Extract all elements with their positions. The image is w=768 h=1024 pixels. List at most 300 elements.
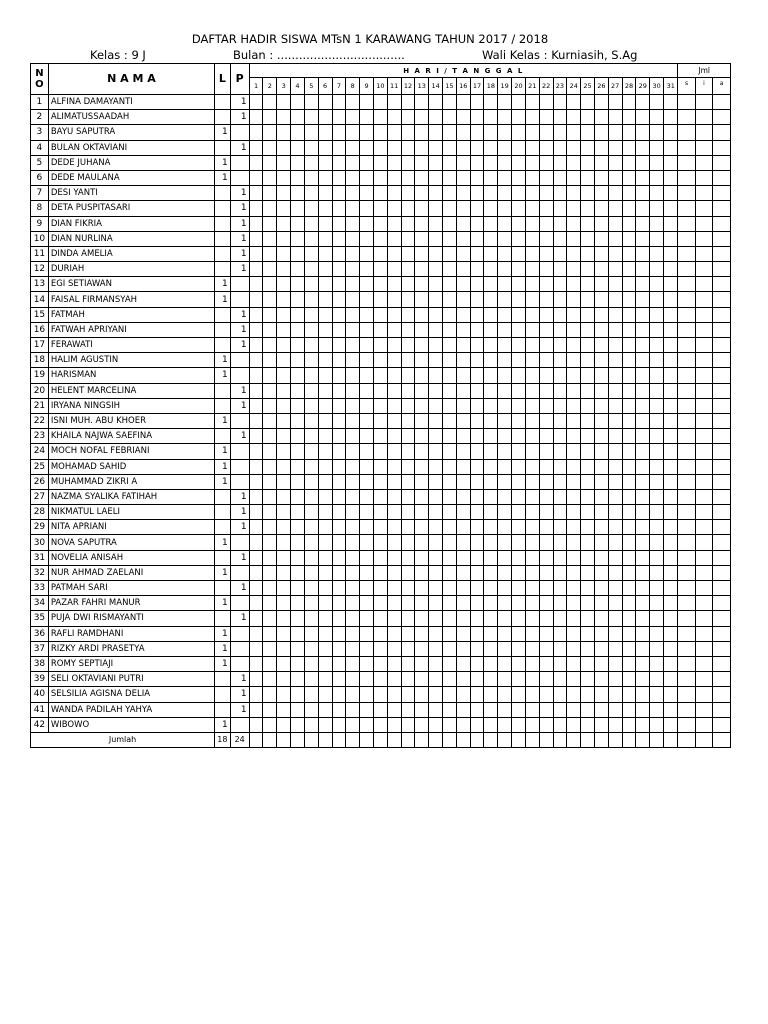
attendance-cell: [664, 565, 678, 580]
attendance-cell: [567, 383, 581, 398]
attendance-cell: [346, 489, 360, 504]
attendance-cell: [291, 155, 305, 170]
attendance-cell: [581, 383, 595, 398]
attendance-cell: [401, 702, 415, 717]
attendance-cell: [695, 626, 712, 641]
attendance-cell: [304, 474, 318, 489]
attendance-cell: [581, 429, 595, 444]
student-l: 1: [215, 155, 231, 170]
attendance-cell: [429, 231, 443, 246]
attendance-cell: [346, 656, 360, 671]
student-name: BULAN OKTAVIANI: [48, 140, 214, 155]
student-no: 20: [31, 383, 49, 398]
attendance-cell: [498, 292, 512, 307]
attendance-cell: [498, 429, 512, 444]
attendance-cell: [387, 429, 401, 444]
attendance-cell: [636, 231, 650, 246]
attendance-cell: [332, 216, 346, 231]
attendance-cell: [581, 125, 595, 140]
attendance-cell: [581, 277, 595, 292]
attendance-cell: [553, 656, 567, 671]
attendance-cell: [525, 626, 539, 641]
attendance-cell: [291, 262, 305, 277]
student-name: FATMAH: [48, 307, 214, 322]
attendance-cell: [539, 398, 553, 413]
student-p: 1: [230, 262, 249, 277]
attendance-cell: [622, 732, 636, 747]
attendance-cell: [636, 322, 650, 337]
attendance-cell: [525, 444, 539, 459]
attendance-cell: [470, 611, 484, 626]
attendance-cell: [636, 505, 650, 520]
student-l: 1: [215, 641, 231, 656]
attendance-cell: [581, 459, 595, 474]
attendance-cell: [484, 459, 498, 474]
attendance-cell: [608, 186, 622, 201]
attendance-cell: [291, 717, 305, 732]
attendance-cell: [360, 459, 374, 474]
attendance-cell: [291, 611, 305, 626]
student-row: [31, 353, 731, 368]
student-name: PUJA DWI RISMAYANTI: [48, 611, 214, 626]
attendance-cell: [650, 444, 664, 459]
attendance-cell: [484, 292, 498, 307]
attendance-cell: [498, 459, 512, 474]
attendance-cell: [498, 398, 512, 413]
attendance-cell: [332, 292, 346, 307]
attendance-cell: [360, 125, 374, 140]
attendance-cell: [304, 140, 318, 155]
attendance-cell: [373, 125, 387, 140]
student-l: [215, 429, 231, 444]
attendance-cell: [360, 246, 374, 261]
attendance-cell: [387, 732, 401, 747]
attendance-cell: [415, 581, 429, 596]
attendance-cell: [608, 535, 622, 550]
attendance-cell: [498, 444, 512, 459]
attendance-cell: [249, 262, 263, 277]
attendance-cell: [415, 656, 429, 671]
attendance-cell: [594, 565, 608, 580]
student-no: 28: [31, 505, 49, 520]
student-name: RAFLI RAMDHANI: [48, 626, 214, 641]
attendance-cell: [429, 155, 443, 170]
attendance-cell: [456, 505, 470, 520]
attendance-cell: [470, 672, 484, 687]
attendance-cell: [277, 626, 291, 641]
attendance-cell: [622, 338, 636, 353]
attendance-cell: [360, 140, 374, 155]
attendance-cell: [553, 125, 567, 140]
attendance-cell: [525, 398, 539, 413]
student-p: 1: [230, 520, 249, 535]
student-l: 1: [215, 170, 231, 185]
attendance-cell: [539, 550, 553, 565]
attendance-cell: [678, 413, 695, 428]
attendance-cell: [373, 429, 387, 444]
student-no: 31: [31, 550, 49, 565]
attendance-cell: [387, 216, 401, 231]
attendance-cell: [512, 413, 526, 428]
attendance-cell: [387, 459, 401, 474]
student-name: FAISAL FIRMANSYAH: [48, 292, 214, 307]
attendance-cell: [525, 170, 539, 185]
attendance-cell: [678, 717, 695, 732]
attendance-cell: [525, 717, 539, 732]
attendance-cell: [678, 322, 695, 337]
attendance-cell: [277, 413, 291, 428]
attendance-cell: [470, 140, 484, 155]
attendance-cell: [318, 732, 332, 747]
attendance-cell: [664, 489, 678, 504]
attendance-cell: [664, 717, 678, 732]
attendance-cell: [567, 201, 581, 216]
attendance-cell: [470, 186, 484, 201]
attendance-cell: [373, 383, 387, 398]
attendance-cell: [567, 368, 581, 383]
attendance-cell: [291, 398, 305, 413]
attendance-cell: [401, 292, 415, 307]
attendance-cell: [567, 444, 581, 459]
attendance-cell: [581, 656, 595, 671]
student-name: DEDE MAULANA: [48, 170, 214, 185]
attendance-cell: [332, 277, 346, 292]
attendance-cell: [622, 95, 636, 110]
attendance-cell: [277, 125, 291, 140]
attendance-cell: [415, 505, 429, 520]
attendance-cell: [650, 186, 664, 201]
attendance-cell: [636, 596, 650, 611]
attendance-cell: [373, 231, 387, 246]
attendance-cell: [664, 201, 678, 216]
attendance-cell: [277, 292, 291, 307]
attendance-cell: [415, 732, 429, 747]
attendance-cell: [277, 596, 291, 611]
attendance-cell: [553, 216, 567, 231]
header-no-bottom: O: [35, 79, 44, 90]
attendance-cell: [456, 125, 470, 140]
attendance-cell: [594, 95, 608, 110]
attendance-cell: [318, 413, 332, 428]
attendance-cell: [346, 611, 360, 626]
attendance-cell: [443, 641, 457, 656]
attendance-cell: [456, 353, 470, 368]
student-name: NITA APRIANI: [48, 520, 214, 535]
attendance-cell: [539, 702, 553, 717]
attendance-cell: [291, 520, 305, 535]
attendance-cell: [484, 140, 498, 155]
attendance-cell: [401, 170, 415, 185]
attendance-cell: [387, 140, 401, 155]
attendance-cell: [249, 444, 263, 459]
attendance-cell: [443, 444, 457, 459]
attendance-cell: [713, 474, 731, 489]
student-l: 1: [215, 535, 231, 550]
attendance-cell: [332, 656, 346, 671]
attendance-cell: [581, 186, 595, 201]
attendance-cell: [498, 717, 512, 732]
day-header: 2: [263, 78, 277, 95]
attendance-cell: [695, 474, 712, 489]
student-no: 34: [31, 596, 49, 611]
attendance-cell: [291, 277, 305, 292]
attendance-cell: [291, 170, 305, 185]
student-l: [215, 262, 231, 277]
attendance-cell: [443, 489, 457, 504]
student-l: [215, 702, 231, 717]
attendance-cell: [263, 717, 277, 732]
student-p: 1: [230, 322, 249, 337]
attendance-cell: [263, 596, 277, 611]
attendance-cell: [470, 231, 484, 246]
attendance-cell: [636, 246, 650, 261]
attendance-cell: [387, 125, 401, 140]
student-p: [230, 641, 249, 656]
attendance-cell: [594, 338, 608, 353]
attendance-cell: [664, 368, 678, 383]
attendance-cell: [470, 732, 484, 747]
attendance-cell: [443, 398, 457, 413]
day-header: 27: [608, 78, 622, 95]
attendance-cell: [470, 110, 484, 125]
attendance-cell: [373, 550, 387, 565]
attendance-cell: [318, 717, 332, 732]
student-name: ALFINA DAMAYANTI: [48, 95, 214, 110]
attendance-cell: [360, 717, 374, 732]
attendance-cell: [608, 246, 622, 261]
attendance-cell: [608, 95, 622, 110]
attendance-cell: [360, 307, 374, 322]
attendance-cell: [346, 702, 360, 717]
attendance-cell: [512, 732, 526, 747]
attendance-cell: [456, 170, 470, 185]
attendance-cell: [525, 155, 539, 170]
attendance-cell: [650, 246, 664, 261]
attendance-cell: [525, 353, 539, 368]
attendance-cell: [277, 717, 291, 732]
attendance-cell: [622, 368, 636, 383]
attendance-cell: [401, 155, 415, 170]
attendance-cell: [401, 732, 415, 747]
attendance-cell: [318, 110, 332, 125]
attendance-cell: [594, 186, 608, 201]
attendance-cell: [539, 201, 553, 216]
attendance-cell: [470, 368, 484, 383]
attendance-cell: [429, 186, 443, 201]
attendance-cell: [539, 292, 553, 307]
attendance-cell: [318, 535, 332, 550]
attendance-cell: [249, 581, 263, 596]
attendance-cell: [650, 170, 664, 185]
attendance-cell: [636, 368, 650, 383]
attendance-cell: [304, 277, 318, 292]
attendance-cell: [470, 277, 484, 292]
attendance-cell: [443, 277, 457, 292]
attendance-cell: [346, 216, 360, 231]
attendance-cell: [346, 550, 360, 565]
attendance-cell: [678, 656, 695, 671]
attendance-cell: [695, 140, 712, 155]
student-name: PAZAR FAHRI MANUR: [48, 596, 214, 611]
attendance-cell: [318, 444, 332, 459]
attendance-cell: [567, 338, 581, 353]
attendance-cell: [650, 520, 664, 535]
attendance-cell: [346, 474, 360, 489]
attendance-cell: [277, 338, 291, 353]
attendance-cell: [539, 110, 553, 125]
attendance-cell: [713, 307, 731, 322]
attendance-cell: [456, 231, 470, 246]
header-hari-tanggal: H A R I / T A N G G A L: [249, 64, 678, 78]
attendance-cell: [429, 277, 443, 292]
attendance-cell: [512, 489, 526, 504]
attendance-cell: [695, 672, 712, 687]
attendance-cell: [608, 717, 622, 732]
attendance-cell: [429, 505, 443, 520]
student-row: [31, 596, 731, 611]
attendance-cell: [695, 535, 712, 550]
attendance-cell: [387, 155, 401, 170]
student-no: 41: [31, 702, 49, 717]
attendance-cell: [678, 611, 695, 626]
attendance-cell: [581, 581, 595, 596]
attendance-cell: [678, 565, 695, 580]
attendance-cell: [678, 626, 695, 641]
attendance-cell: [581, 641, 595, 656]
attendance-cell: [360, 110, 374, 125]
attendance-cell: [695, 444, 712, 459]
attendance-cell: [636, 125, 650, 140]
student-l: [215, 687, 231, 702]
attendance-cell: [553, 231, 567, 246]
student-l: 1: [215, 626, 231, 641]
student-l: [215, 550, 231, 565]
attendance-cell: [456, 626, 470, 641]
attendance-cell: [277, 246, 291, 261]
attendance-cell: [429, 322, 443, 337]
attendance-cell: [470, 262, 484, 277]
attendance-cell: [581, 672, 595, 687]
attendance-cell: [553, 672, 567, 687]
attendance-cell: [581, 626, 595, 641]
attendance-cell: [695, 368, 712, 383]
attendance-cell: [622, 125, 636, 140]
attendance-cell: [695, 489, 712, 504]
attendance-cell: [443, 459, 457, 474]
attendance-cell: [387, 246, 401, 261]
student-name: FATWAH APRIYANI: [48, 322, 214, 337]
attendance-cell: [650, 140, 664, 155]
attendance-cell: [713, 581, 731, 596]
attendance-cell: [263, 535, 277, 550]
attendance-cell: [401, 307, 415, 322]
attendance-cell: [360, 201, 374, 216]
attendance-cell: [332, 231, 346, 246]
attendance-cell: [498, 626, 512, 641]
attendance-cell: [401, 581, 415, 596]
attendance-cell: [713, 368, 731, 383]
student-no: 35: [31, 611, 49, 626]
attendance-cell: [360, 95, 374, 110]
attendance-cell: [650, 368, 664, 383]
header-p: P: [230, 64, 249, 95]
attendance-cell: [512, 292, 526, 307]
student-name: DESI YANTI: [48, 186, 214, 201]
attendance-cell: [594, 687, 608, 702]
student-name: SELI OKTAVIANI PUTRI: [48, 672, 214, 687]
attendance-cell: [415, 353, 429, 368]
attendance-cell: [360, 216, 374, 231]
attendance-cell: [512, 672, 526, 687]
attendance-cell: [650, 626, 664, 641]
student-l: [215, 489, 231, 504]
attendance-cell: [332, 338, 346, 353]
wali-kelas-label: Wali Kelas : Kurniasih, S.Ag: [482, 48, 638, 62]
student-no: 25: [31, 459, 49, 474]
attendance-cell: [594, 702, 608, 717]
attendance-cell: [443, 732, 457, 747]
attendance-cell: [581, 550, 595, 565]
attendance-cell: [360, 338, 374, 353]
attendance-cell: [318, 186, 332, 201]
attendance-cell: [249, 596, 263, 611]
attendance-cell: [291, 535, 305, 550]
student-name: IRYANA NINGSIH: [48, 398, 214, 413]
day-header: 12: [401, 78, 415, 95]
attendance-cell: [713, 155, 731, 170]
attendance-cell: [291, 125, 305, 140]
student-p: 1: [230, 505, 249, 520]
attendance-cell: [360, 489, 374, 504]
attendance-cell: [484, 732, 498, 747]
attendance-cell: [456, 459, 470, 474]
attendance-cell: [539, 186, 553, 201]
attendance-cell: [636, 581, 650, 596]
attendance-cell: [713, 170, 731, 185]
attendance-cell: [318, 474, 332, 489]
attendance-cell: [263, 429, 277, 444]
attendance-cell: [678, 429, 695, 444]
attendance-cell: [429, 550, 443, 565]
attendance-cell: [664, 170, 678, 185]
attendance-cell: [498, 307, 512, 322]
attendance-cell: [332, 110, 346, 125]
attendance-cell: [249, 550, 263, 565]
attendance-cell: [415, 474, 429, 489]
attendance-cell: [622, 140, 636, 155]
attendance-cell: [373, 353, 387, 368]
student-l: 1: [215, 596, 231, 611]
student-l: [215, 307, 231, 322]
attendance-cell: [456, 732, 470, 747]
attendance-cell: [443, 338, 457, 353]
attendance-cell: [695, 155, 712, 170]
attendance-cell: [346, 641, 360, 656]
attendance-cell: [622, 231, 636, 246]
attendance-cell: [415, 246, 429, 261]
attendance-cell: [553, 489, 567, 504]
student-row: [31, 368, 731, 383]
attendance-cell: [553, 353, 567, 368]
student-name: WANDA PADILAH YAHYA: [48, 702, 214, 717]
attendance-cell: [263, 641, 277, 656]
attendance-cell: [525, 383, 539, 398]
attendance-cell: [332, 353, 346, 368]
attendance-cell: [553, 413, 567, 428]
student-l: [215, 383, 231, 398]
attendance-cell: [291, 732, 305, 747]
attendance-cell: [608, 338, 622, 353]
